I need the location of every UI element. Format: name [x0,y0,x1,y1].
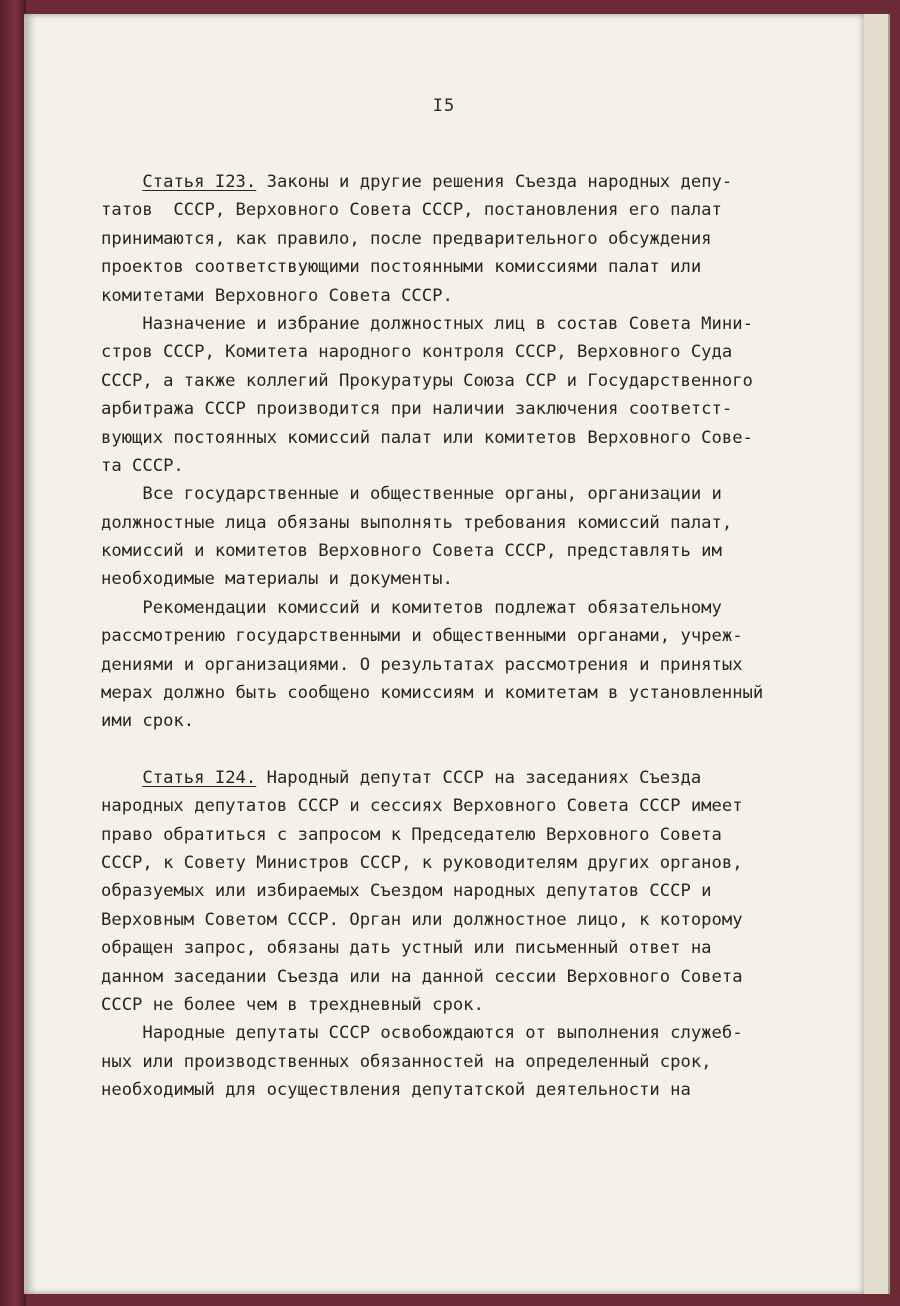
text-line: ими срок. [101,711,195,732]
text-line: Все государственные и общественные органы, организации и [142,484,722,505]
text-line: СССР, к Совету Министров СССР, к руководителям других органов, [101,852,743,873]
text-line: СССР, а также коллегий Прокуратуры Союза ССР и Государственного [101,370,753,391]
text-line: комиссий и комитетов Верховного Совета СССР, представлять им [101,541,722,562]
text-line: необходимые материалы и документы. [101,569,453,590]
text-line: Народные депутаты СССР освобождаются от выполнения служеб- [142,1023,743,1044]
document-body [101,168,821,1105]
book-binding [0,0,26,1306]
text-line: мерах должно быть сообщено комиссиям и комитетам в установленный [101,683,764,704]
section-gap [101,736,821,764]
text-line: СССР не более чем в трехдневный срок. [101,994,484,1015]
text-line: Верховным Советом СССР. Орган или должностное лицо, к которому [101,909,743,930]
text-line: образуемых или избираемых Съездом народных депутатов СССР и [101,881,712,902]
text-line: право обратиться с запросом к Председателю Верховного Совета [101,824,722,845]
text-line: принимаются, как правило, после предварительного обсуждения [101,228,712,249]
text-line: дениями и организациями. О результатах рассмотрения и принятых [101,654,743,675]
text-line: та СССР. [101,455,184,476]
text-line: Назначение и избрание должностных лиц в состав Совета Мини- [142,313,753,334]
text-line: вующих постоянных комиссий палат или комитетов Верховного Сове- [101,427,753,448]
text-line: стров СССР, Комитета народного контроля СССР, Верховного Суда [101,342,733,363]
text-line: ных или производственных обязанностей на определенный срок, [101,1051,712,1072]
text-line: Статья I23. Законы и другие решения Съезда народных депу- [142,172,733,192]
text-line: необходимый для осуществления депутатской деятельности на [101,1080,691,1101]
article-heading: Статья I24. [142,767,257,788]
text-line: данном заседании Съезда или на данной сессии Верховного Совета [101,966,743,987]
page-number: I5 [432,96,456,116]
text-line: арбитража СССР производится при наличии заключения соответст- [101,399,733,420]
text-line: комитетами Верховного Совета СССР. [101,285,453,306]
text-line: рассмотрению государственными и общественными органами, учреж- [101,626,743,647]
text-line: Статья I24. Народный депутат СССР на заседаниях Съезда [142,767,702,788]
document-page [24,14,864,1294]
text-line: обращен запрос, обязаны дать устный или письменный ответ на [101,938,712,959]
text-line: проектов соответствующими постоянными комиссиями палат или [101,257,702,278]
text-line: Рекомендации комиссий и комитетов подлежат обязательному [142,597,722,618]
text-line: должностные лица обязаны выполнять требования комиссий палат, [101,512,733,533]
article-heading: Статья I23. [142,172,257,192]
text-line: народных депутатов СССР и сессиях Верховного Совета СССР имеет [101,796,743,817]
text-line: татов СССР, Верховного Совета СССР, постановления его палат [101,200,722,221]
